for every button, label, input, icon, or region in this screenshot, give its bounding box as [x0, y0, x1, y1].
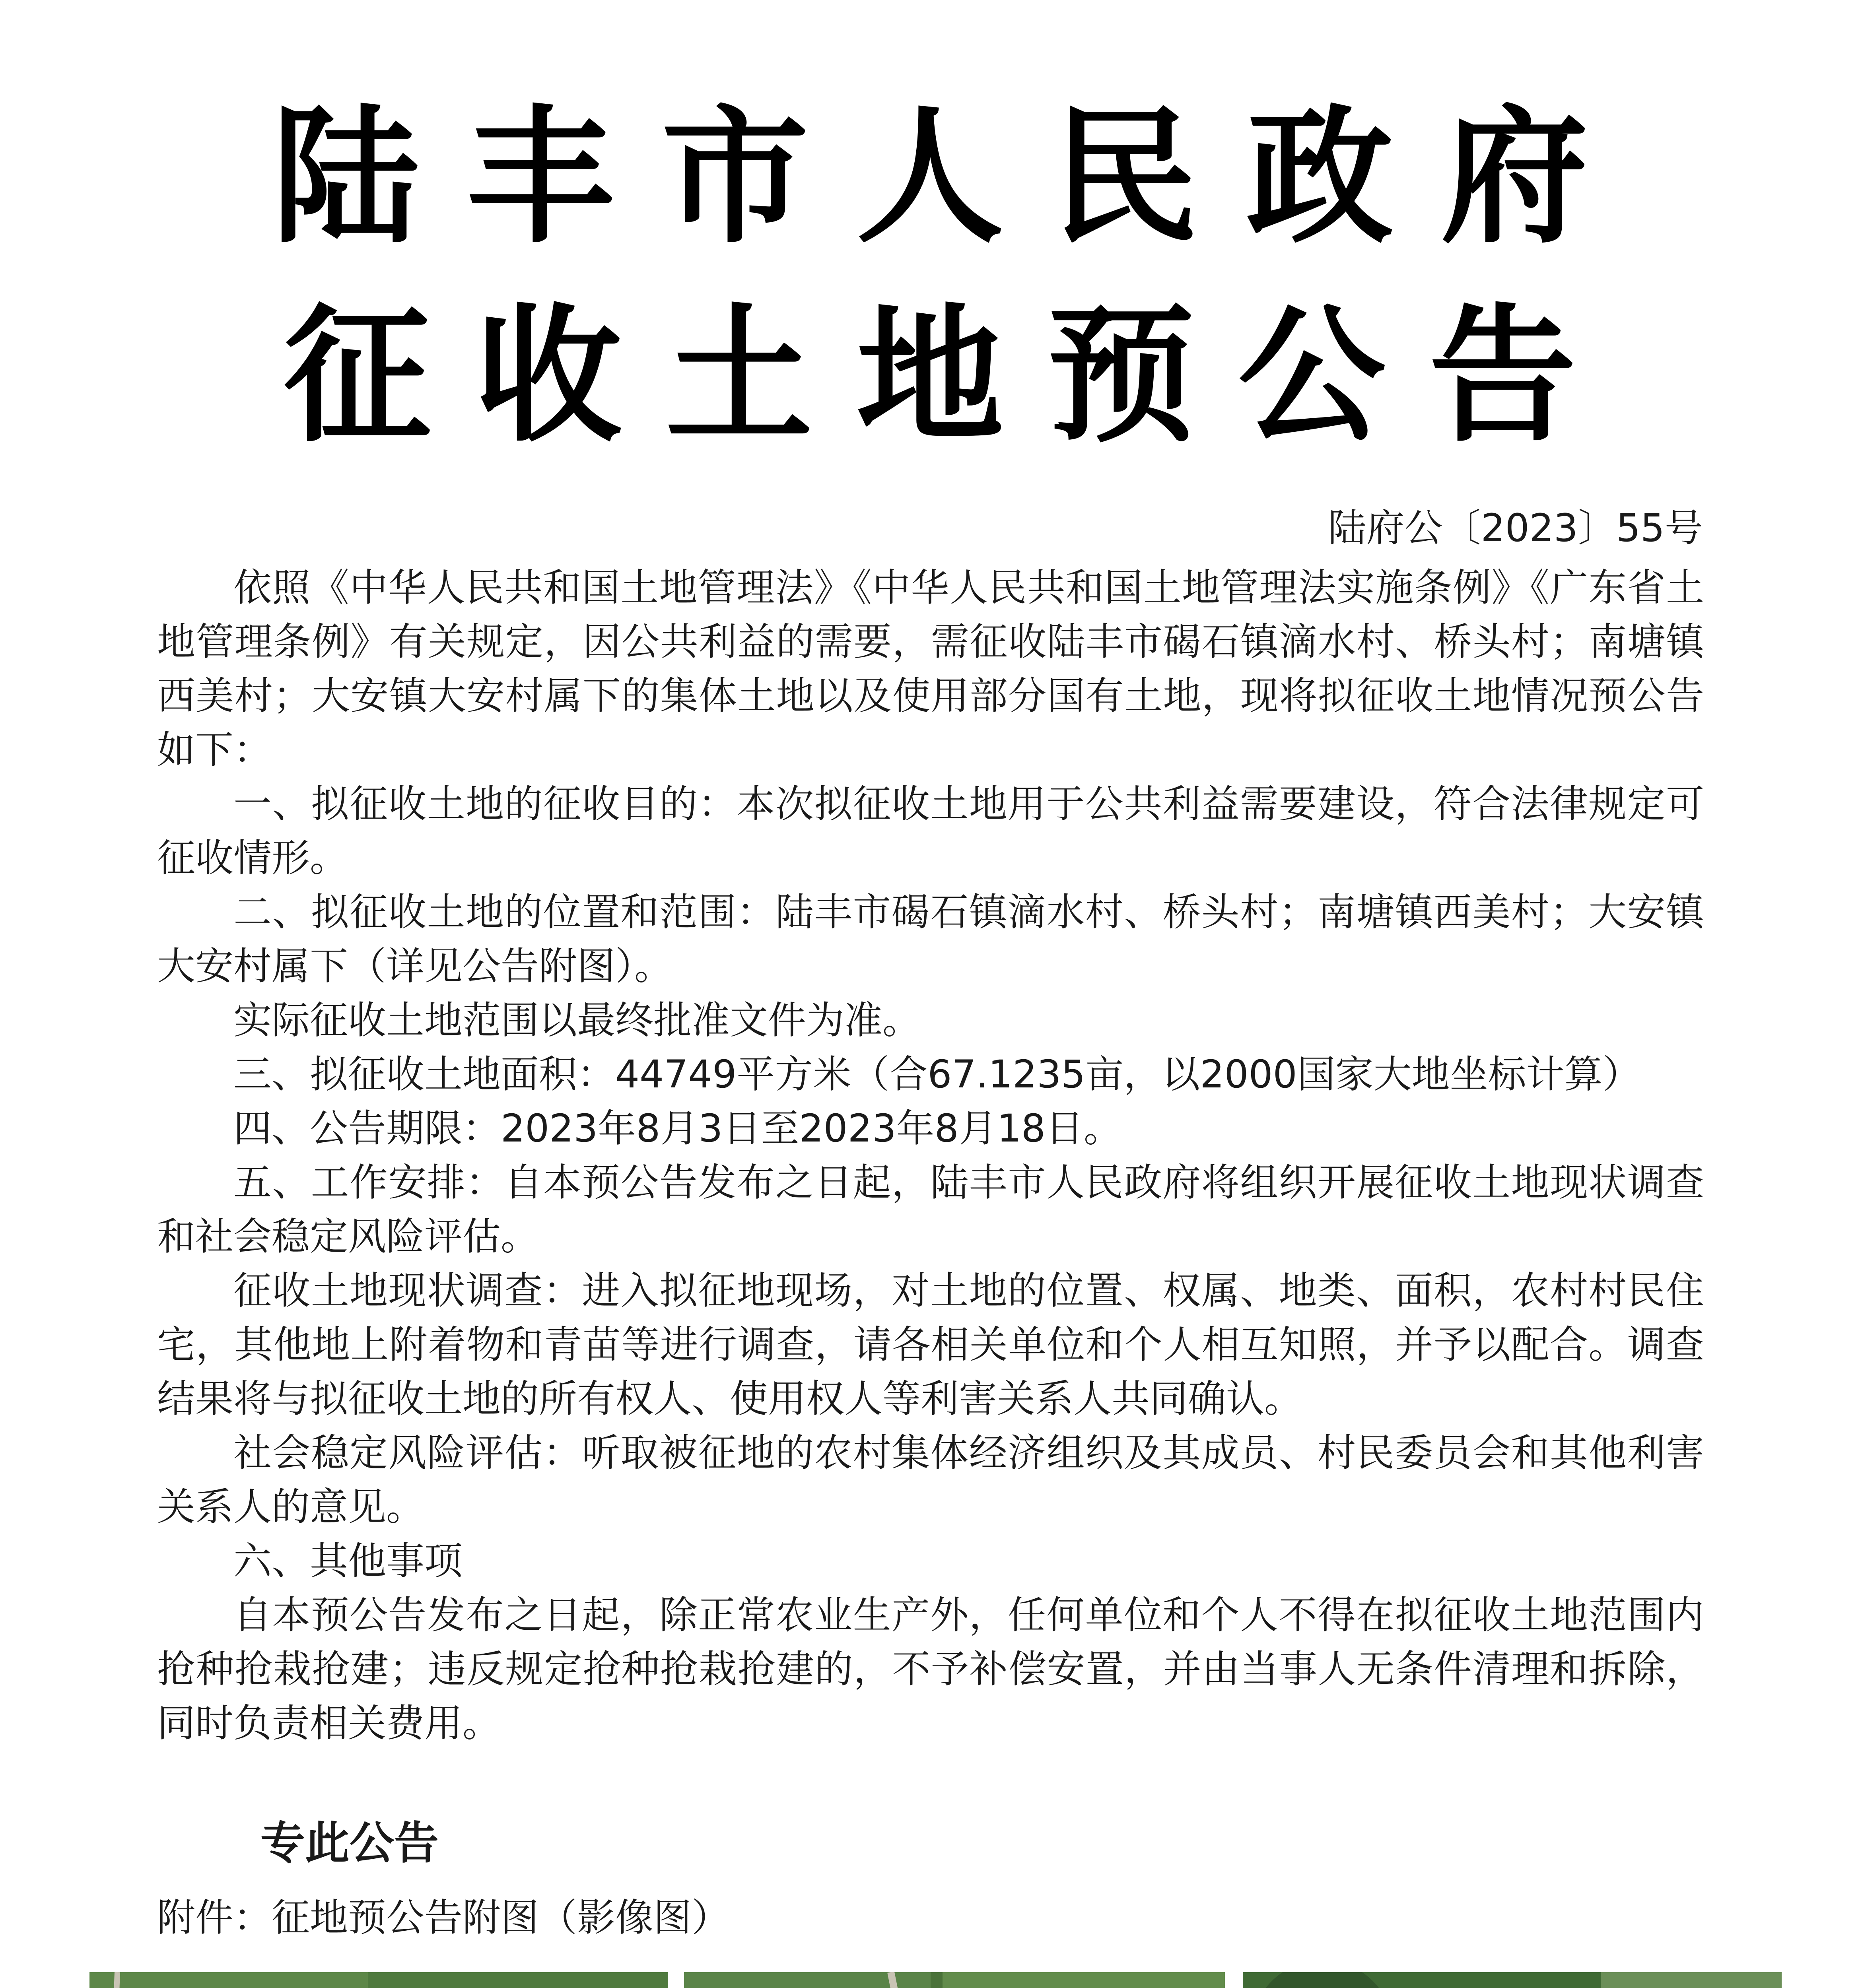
document-number: 陆府公〔2023〕55号 [1328, 506, 1703, 550]
notice-body [157, 561, 1704, 1750]
satellite-map-image [89, 1972, 668, 1988]
closing-statement: 专此公告 [260, 1817, 439, 1869]
paragraph: 自本预公告发布之日起，除正常农业生产外，任何单位和个人不得在拟征收土地范围内抢种抢栽抢建；违反规定抢种抢栽抢建的，不予补偿安置，并由当事人无条件清理和拆除，同时负责相关费用。 [157, 1593, 1704, 1745]
paragraph: 依照《中华人民共和国土地管理法》《中华人民共和国土地管理法实施条例》《广东省土地管理条例》有关规定，因公共利益的需要，需征收陆丰市碣石镇滴水村、桥头村；南塘镇西美村；大安镇大安村属下的集体土地以及使用部分国有土地，现将拟征收土地情况预公告如下： [157, 565, 1704, 772]
paragraph: 实际征收土地范围以最终批准文件为准。 [233, 998, 921, 1043]
notice-title-line1: 陆丰市人民政府 [272, 91, 1636, 263]
notice-title-line2: 征收土地预公告 [284, 289, 1620, 462]
paragraph: 三、拟征收土地面积：44749平方米（合67.1235亩，以2000国家大地坐标计算） [233, 1052, 1641, 1097]
attachment-label: 附件：征地预公告附图（影像图） [157, 1895, 730, 1940]
paragraph: 征收土地现状调查：进入拟征地现场，对土地的位置、权属、地类、面积，农村村民住宅，其他地上附着物和青苗等进行调查，请各相关单位和个人相互知照，并予以配合。调查结果将与拟征收土地的所有权人、使用权人等利害关系人共同确认。 [157, 1268, 1704, 1421]
satellite-map-image [684, 1972, 1225, 1988]
paragraph: 二、拟征收土地的位置和范围：陆丰市碣石镇滴水村、桥头村；南塘镇西美村；大安镇大安村属下（详见公告附图）。 [157, 890, 1704, 988]
paragraph: 社会稳定风险评估：听取被征地的农村集体经济组织及其成员、村民委员会和其他利害关系人的意见。 [157, 1431, 1704, 1529]
paragraph: 六、其他事项 [233, 1539, 463, 1583]
paragraph: 四、公告期限：2023年8月3日至2023年8月18日。 [233, 1106, 1122, 1151]
paragraph: 一、拟征收土地的征收目的：本次拟征收土地用于公共利益需要建设，符合法律规定可征收情形。 [157, 782, 1704, 880]
paragraph: 五、工作安排：自本预公告发布之日起，陆丰市人民政府将组织开展征收土地现状调查和社会稳定风险评估。 [157, 1160, 1704, 1259]
satellite-map-image [1243, 1972, 1782, 1988]
